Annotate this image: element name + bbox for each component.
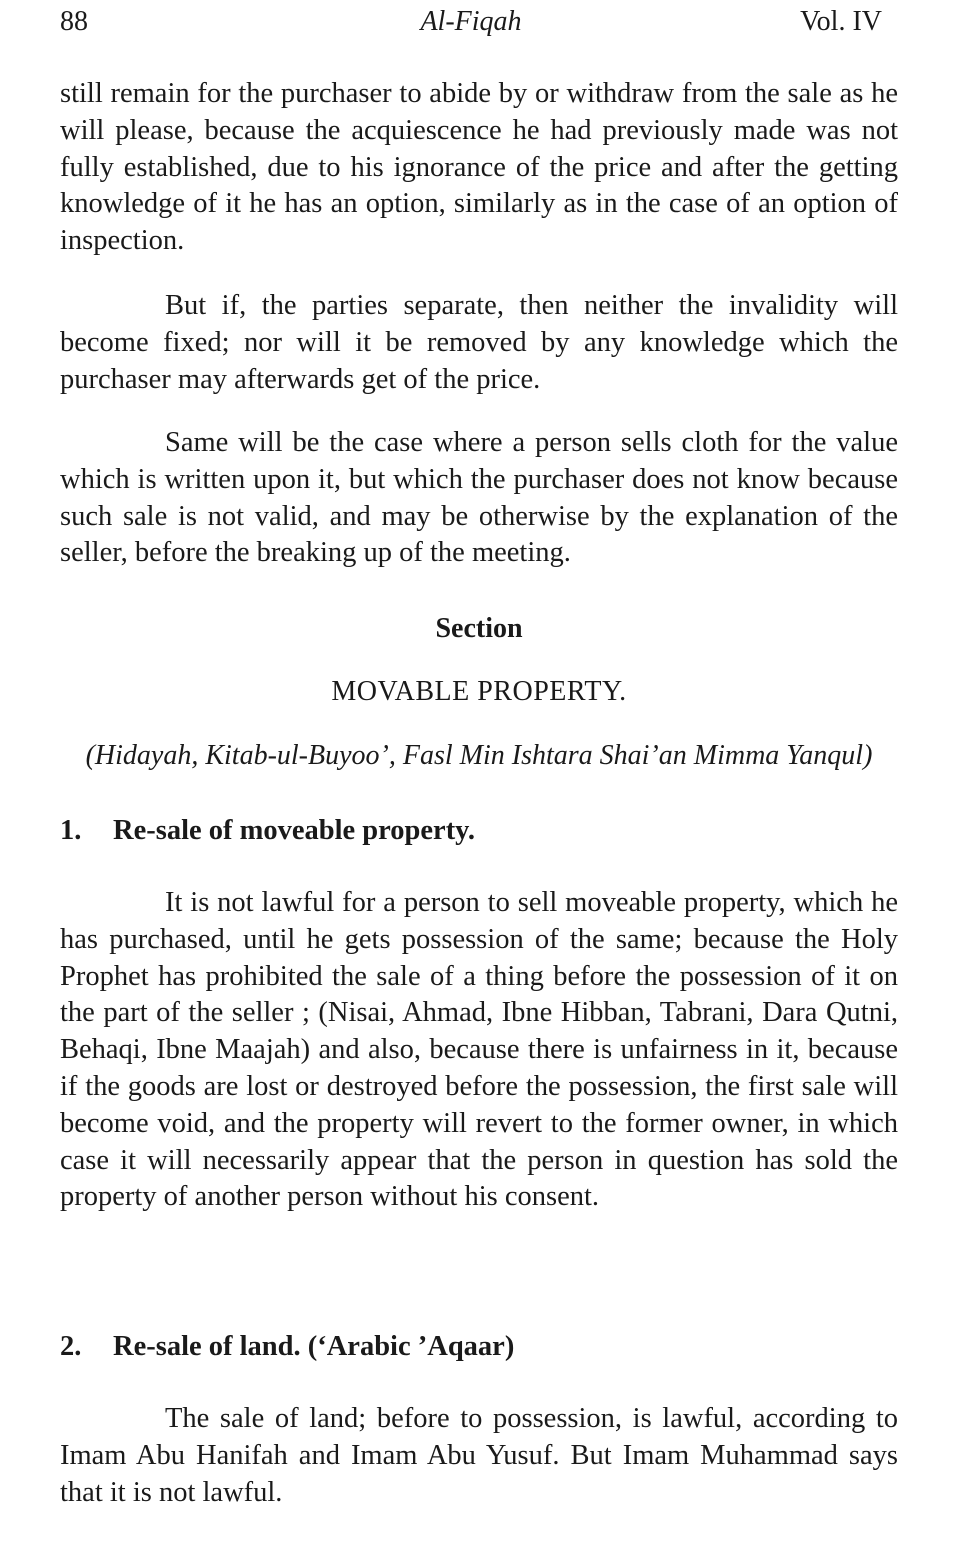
section-label: Section [435, 613, 523, 644]
paragraph-moveable-property: It is not lawful for a person to sell moveable property, which he has purchased, until he gets possession of the same; because the Holy Prophet has prohibited the sale of a thing before the possession of it on the part of the seller ; (Nisai, Ahmad, Ibne Hibban, Tabrani, Dara Qutni, Behaqi, Ibne Maajah) and also, because there is unfairness in it, because if the goods are lost or destroyed before the possession, the first sale will become void, and the property will revert to the former owner, in which case it will necessarily appear that the person in question has sold the property of another person without his consent. [60, 887, 898, 1213]
section-citation: (Hidayah, Kitab-ul-Buyoo’, Fasl Min Ishtara Shai’an Mimma Yanqul) [85, 740, 873, 771]
paragraph-parties-separate: But if, the parties separate, then neither the invalidity will become fixed; nor will it be removed by any knowledge which the purchaser may afterwards get of the price. [60, 290, 898, 395]
subsection-heading [60, 813, 898, 849]
subsection-heading [60, 1329, 898, 1365]
subsection-number: 1. [60, 815, 82, 846]
paragraph-continued: still remain for the purchaser to abide by or withdraw from the sale as he will please, because the acquiescence he had previously made was not fully established, due to his ignorance of the price and after the getting knowledge of it he has an option, similarly as in the case of an option of inspection. [60, 78, 898, 257]
book-title: Al-Fiqah [420, 6, 522, 37]
volume-label: Vol. IV [800, 6, 882, 37]
subsection-title: Re-sale of land. (‘Arabic ’Aqaar) [113, 1331, 515, 1362]
subsection-title: Re-sale of moveable property. [113, 815, 475, 846]
subsection-number: 2. [60, 1331, 82, 1362]
section-title: MOVABLE PROPERTY. [331, 676, 627, 707]
paragraph-land-sale: The sale of land; before to possession, is lawful, according to Imam Abu Hanifah and Imam Abu Yusuf. But Imam Muhammad says that it is not lawful. [60, 1403, 898, 1508]
page-number: 88 [60, 6, 88, 37]
running-header [60, 4, 882, 40]
paragraph-cloth-sale: Same will be the case where a person sells cloth for the value which is written upon it, but which the purchaser does not know because such sale is not valid, and may be otherwise by the explanation of the seller, before the breaking up of the meeting. [60, 427, 898, 569]
